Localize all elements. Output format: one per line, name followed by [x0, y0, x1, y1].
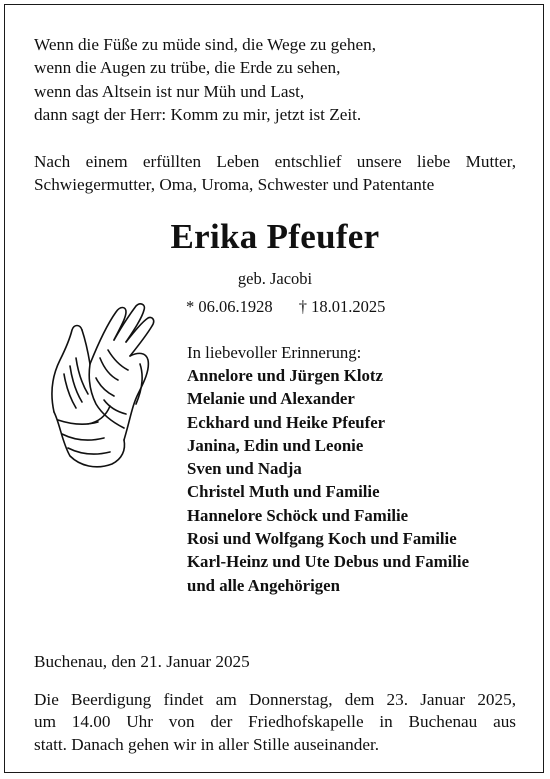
- mourner-entry: Annelore und Jürgen Klotz: [187, 366, 383, 385]
- mourners-lead: In liebevoller Erinnerung:: [187, 343, 362, 362]
- intro-line: Nach einem erfüllten Leben entschlief unsere liebe Mutter,: [34, 152, 516, 171]
- funeral-notice: [34, 689, 516, 756]
- funeral-line: statt. Danach gehen wir in aller Stille auseinander.: [34, 734, 380, 754]
- mourner-entry: Melanie und Alexander: [187, 389, 355, 409]
- deceased-name: Erika Pfeufer: [170, 217, 380, 256]
- poem-line: wenn die Augen zu trübe, die Erde zu sehen,: [34, 58, 341, 78]
- maiden-name: geb. Jacobi: [237, 269, 313, 288]
- praying-hands-icon: [40, 294, 160, 470]
- mourner-entry: Karl-Heinz und Ute Debus und Familie: [187, 552, 470, 572]
- mourner-names: [187, 364, 469, 597]
- life-dates: [186, 297, 385, 317]
- poem-line: dann sagt der Herr: Komm zu mir, jetzt ist Zeit.: [34, 104, 362, 124]
- poem-line: Wenn die Füße zu müde sind, die Wege zu gehen,: [34, 35, 377, 54]
- mourner-entry: Sven und Nadja: [187, 459, 302, 479]
- mourner-entry: Christel Muth und Familie: [187, 482, 380, 502]
- mourner-entry: Hannelore Schöck und Familie: [187, 505, 409, 525]
- death-date: † 18.01.2025: [298, 297, 386, 316]
- poem-line: wenn das Altsein ist nur Müh und Last,: [34, 81, 305, 101]
- mourner-entry: Rosi und Wolfgang Koch und Familie: [187, 529, 457, 549]
- birth-date: * 06.06.1928: [186, 297, 273, 316]
- mourners-list: [187, 341, 469, 597]
- mourner-entry: Eckhard und Heike Pfeufer: [187, 412, 386, 432]
- mourner-entry: Janina, Edin und Leonie: [187, 435, 364, 455]
- funeral-line: Die Beerdigung findet am Donnerstag, dem 23. Januar 2025,: [34, 690, 516, 709]
- poem: [34, 33, 376, 126]
- funeral-line: um 14.00 Uhr von der Friedhofskapelle in Buchenau aus: [34, 712, 516, 732]
- mourner-entry: und alle Angehörigen: [187, 575, 340, 595]
- place-and-date: Buchenau, den 21. Januar 2025: [34, 652, 250, 671]
- intro-text: [34, 150, 516, 197]
- intro-line: Schwiegermutter, Oma, Uroma, Schwester und Patentante: [34, 175, 435, 195]
